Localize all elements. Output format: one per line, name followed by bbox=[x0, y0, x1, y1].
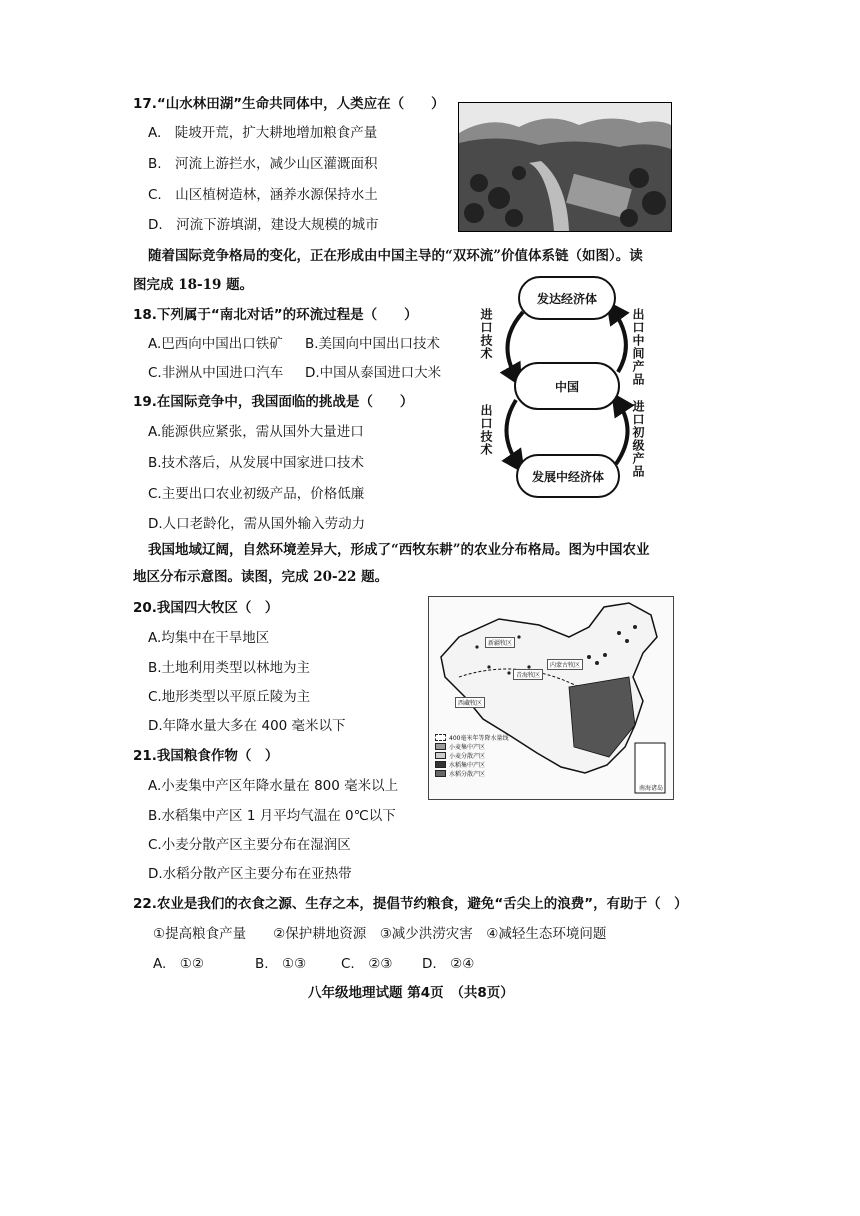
intro-20-22-line1: 我国地域辽阔，自然环境差异大，形成了“西牧东耕”的农业分布格局。图为中国农业 bbox=[148, 542, 650, 558]
double-circulation-diagram bbox=[478, 272, 648, 502]
map-label-xinjiang: 新疆牧区 bbox=[485, 637, 515, 648]
q18-option-d: D.中国从泰国进口大米 bbox=[305, 365, 442, 381]
q17-stem: 17.“山水林田湖”生命共同体中，人类应在（ ） bbox=[133, 96, 445, 112]
q21-option-a: A.小麦集中产区年降水量在 800 毫米以上 bbox=[148, 778, 399, 794]
china-agriculture-map bbox=[428, 596, 674, 800]
intro-18-19-line2: 图完成 18-19 题。 bbox=[133, 277, 254, 293]
map-label-inner-mongolia: 内蒙古牧区 bbox=[547, 659, 583, 670]
q19-option-a: A.能源供应紧张，需从国外大量进口 bbox=[148, 424, 364, 440]
intro-20-22-line2: 地区分布示意图。读图，完成 20-22 题。 bbox=[133, 569, 389, 585]
label-import-technology: 进口技术 bbox=[479, 308, 493, 360]
map-inset-south-china-sea: 南海诸岛 bbox=[639, 785, 664, 792]
q20-option-b: B.土地利用类型以林地为主 bbox=[148, 660, 311, 676]
q22-stem: 22.农业是我们的衣食之源、生存之本，提倡节约粮食，避免“舌尖上的浪费”，有助于（ ） bbox=[133, 896, 688, 912]
q18-stem: 18.下列属于“南北对话”的环流过程是（ ） bbox=[133, 307, 418, 323]
node-china: 中国 bbox=[514, 362, 620, 410]
node-developed-economies: 发达经济体 bbox=[518, 276, 616, 320]
landscape-photo bbox=[458, 102, 672, 232]
q21-option-d: D.水稻分散产区主要分布在亚热带 bbox=[148, 866, 352, 882]
q22-option-b: B. ①③ bbox=[255, 956, 307, 972]
intro-18-19-line1: 随着国际竞争格局的变化，正在形成由中国主导的“双环流”价值体系链（如图）。读 bbox=[148, 248, 643, 264]
q18-option-a: A.巴西向中国出口铁矿 bbox=[148, 336, 283, 352]
legend-rice-concentrated: 水稻集中产区 bbox=[449, 762, 486, 769]
q20-option-a: A.均集中在干旱地区 bbox=[148, 630, 270, 646]
q19-option-d: D.人口老龄化，需从国外输入劳动力 bbox=[148, 516, 366, 532]
map-legend bbox=[435, 733, 508, 778]
q19-stem: 19.在国际竞争中，我国面临的挑战是（ ） bbox=[133, 394, 414, 410]
label-export-intermediate-products: 出口中间产品 bbox=[631, 308, 645, 386]
q18-option-b: B.美国向中国出口技术 bbox=[305, 336, 441, 352]
q17-option-b: B. 河流上游拦水，减少山区灌溉面积 bbox=[148, 156, 378, 172]
page-footer: 八年级地理试题 第4页 （共8页） bbox=[308, 985, 514, 1001]
q21-option-b: B.水稻集中产区 1 月平均气温在 0℃以下 bbox=[148, 808, 396, 824]
q21-stem: 21.我国粮食作物（ ） bbox=[133, 748, 279, 764]
q19-option-b: B.技术落后，从发展中国家进口技术 bbox=[148, 455, 365, 471]
q17-option-c: C. 山区植树造林，涵养水源保持水土 bbox=[148, 187, 378, 203]
q18-option-c: C.非洲从中国进口汽车 bbox=[148, 365, 284, 381]
legend-rice-scattered: 水稻分散产区 bbox=[449, 771, 486, 778]
q20-stem: 20.我国四大牧区（ ） bbox=[133, 600, 279, 616]
q22-option-d: D. ②④ bbox=[422, 956, 475, 972]
q22-option-c: C. ②③ bbox=[341, 956, 393, 972]
q20-option-d: D.年降水量大多在 400 毫米以下 bbox=[148, 718, 346, 734]
map-label-tibet: 西藏牧区 bbox=[455, 697, 485, 708]
legend-wheat-scattered: 小麦分散产区 bbox=[449, 753, 486, 760]
q20-option-c: C.地形类型以平原丘陵为主 bbox=[148, 689, 311, 705]
map-label-qinghai: 青海牧区 bbox=[513, 669, 543, 680]
q21-option-c: C.小麦分散产区主要分布在湿润区 bbox=[148, 837, 351, 853]
q17-option-d: D. 河流下游填湖，建设大规模的城市 bbox=[148, 217, 379, 233]
legend-precip-line: 400毫米年等降水量线 bbox=[449, 735, 509, 742]
q17-option-a: A. 陡坡开荒，扩大耕地增加粮食产量 bbox=[148, 125, 378, 141]
q22-items: ①提高粮食产量 ②保护耕地资源 ③减少洪涝灾害 ④减轻生态环境问题 bbox=[153, 926, 607, 942]
q19-option-c: C.主要出口农业初级产品，价格低廉 bbox=[148, 486, 365, 502]
label-export-technology: 出口技术 bbox=[479, 404, 493, 456]
node-developing-economies: 发展中经济体 bbox=[516, 454, 620, 498]
legend-wheat-concentrated: 小麦集中产区 bbox=[449, 744, 486, 751]
label-import-primary-products: 进口初级产品 bbox=[631, 400, 645, 478]
q22-option-a: A. ①② bbox=[153, 956, 204, 972]
